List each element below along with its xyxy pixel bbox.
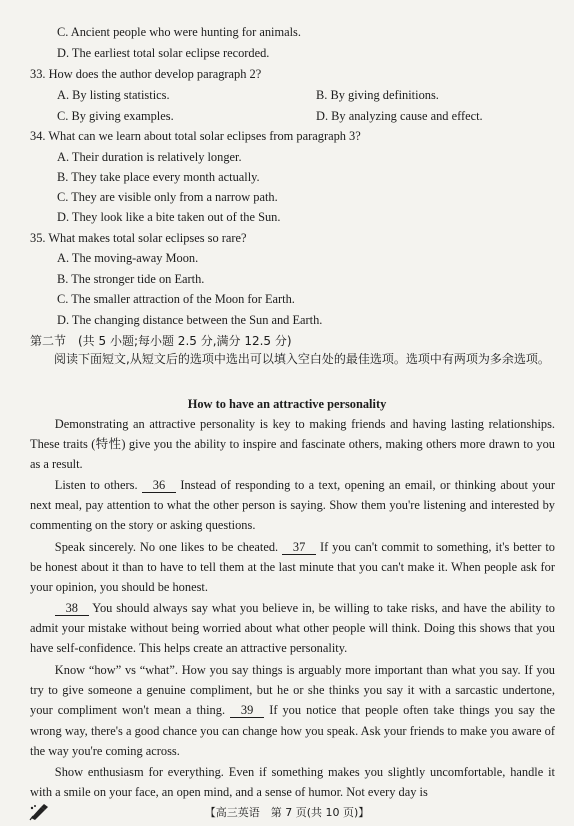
- paragraph-3-body: If you can't commit to something, it's better to be honest about it than to have to tell them at the last minute that you can't make it. When people ask for your opinion, you should be honest.: [30, 540, 555, 595]
- paragraph-2: [30, 475, 555, 536]
- section-heading: 第二节 (共 5 小题;每小题 2.5 分,满分 12.5 分): [30, 334, 292, 348]
- paragraph-5-body: If you notice that people often take things you say the wrong way, there's a good chance you can change how you speak. Ask your friends to make you aware of the way you're coming across.: [30, 703, 556, 758]
- q34-option-a: A. Their duration is relatively longer.: [57, 150, 242, 164]
- paragraph-3-lead: Speak sincerely. No one likes to be cheated.: [54, 540, 279, 554]
- q34-stem: 34. What can we learn about total solar eclipses from paragraph 3?: [30, 129, 361, 143]
- section-instruction: 阅读下面短文,从短文后的选项中选出可以填入空白处的最佳选项。选项中有两项为多余选项。: [54, 352, 550, 366]
- paragraph-5-lead: Know “how” vs “what”. How you say things is arguably more important than what you say. If you try to give someone a genuine compliment, but he or she thinks you say it with a sarcastic undertone, your compliment won't mean a thing.: [30, 663, 555, 718]
- blank-38: 38: [55, 601, 89, 616]
- q33-option-c: C. By giving examples.: [57, 109, 174, 123]
- blank-37: 37: [282, 540, 316, 555]
- q34-option-c: C. They are visible only from a narrow path.: [57, 190, 278, 204]
- paragraph-5: [30, 660, 555, 761]
- q33-option-b: B. By giving definitions.: [316, 88, 439, 102]
- paragraph-3: [30, 537, 555, 598]
- paragraph-4-body: You should always say what you believe in, be willing to take risks, and have the ability to admit your mistake without being worried about what other people will think. Doing this shows that you have self-confidence. This helps create an attractive personality.: [30, 601, 555, 656]
- q33-option-a: A. By listing statistics.: [57, 88, 170, 102]
- q33-option-d: D. By analyzing cause and effect.: [316, 109, 483, 123]
- paragraph-2-body: Instead of responding to a text, opening an email, or thinking about your next meal, pay attention to what the other person is saying. Show them you're listening and interested by commenting on the story or asking questions.: [30, 478, 556, 533]
- paragraph-6: Show enthusiasm for everything. Even if something makes you slightly uncomfortable, handle it with a smile on your face, an open mind, and a sense of humor. Not every day is: [30, 765, 555, 800]
- q34-option-d: D. They look like a bite taken out of the Sun.: [57, 210, 281, 224]
- q35-option-a: A. The moving-away Moon.: [57, 251, 199, 265]
- q34-option-b: B. They take place every month actually.: [57, 170, 260, 184]
- q35-stem: 35. What makes total solar eclipses so rare?: [30, 231, 247, 245]
- paragraph-1: Demonstrating an attractive personality is key to making friends and having lasting relationships. These traits (特性) give you the ability to inspire and fascinate others, making others more drawn to you as a result.: [30, 417, 555, 472]
- blank-36: 36: [142, 478, 176, 493]
- q33-stem: 33. How does the author develop paragraph 2?: [30, 67, 262, 81]
- paragraph-4: [30, 598, 555, 659]
- q32-option-d: D. The earliest total solar eclipse recorded.: [57, 46, 270, 60]
- q35-option-d: D. The changing distance between the Sun and Earth.: [57, 313, 323, 327]
- q35-option-b: B. The stronger tide on Earth.: [57, 272, 205, 286]
- q32-option-c: C. Ancient people who were hunting for animals.: [57, 25, 301, 39]
- q35-option-c: C. The smaller attraction of the Moon for Earth.: [57, 292, 295, 306]
- paragraph-2-lead: Listen to others.: [54, 478, 138, 492]
- page-footer: 【高三英语 第 7 页(共 10 页)】: [204, 806, 370, 819]
- passage-title: How to have an attractive personality: [187, 397, 387, 411]
- blank-39: 39: [230, 703, 264, 718]
